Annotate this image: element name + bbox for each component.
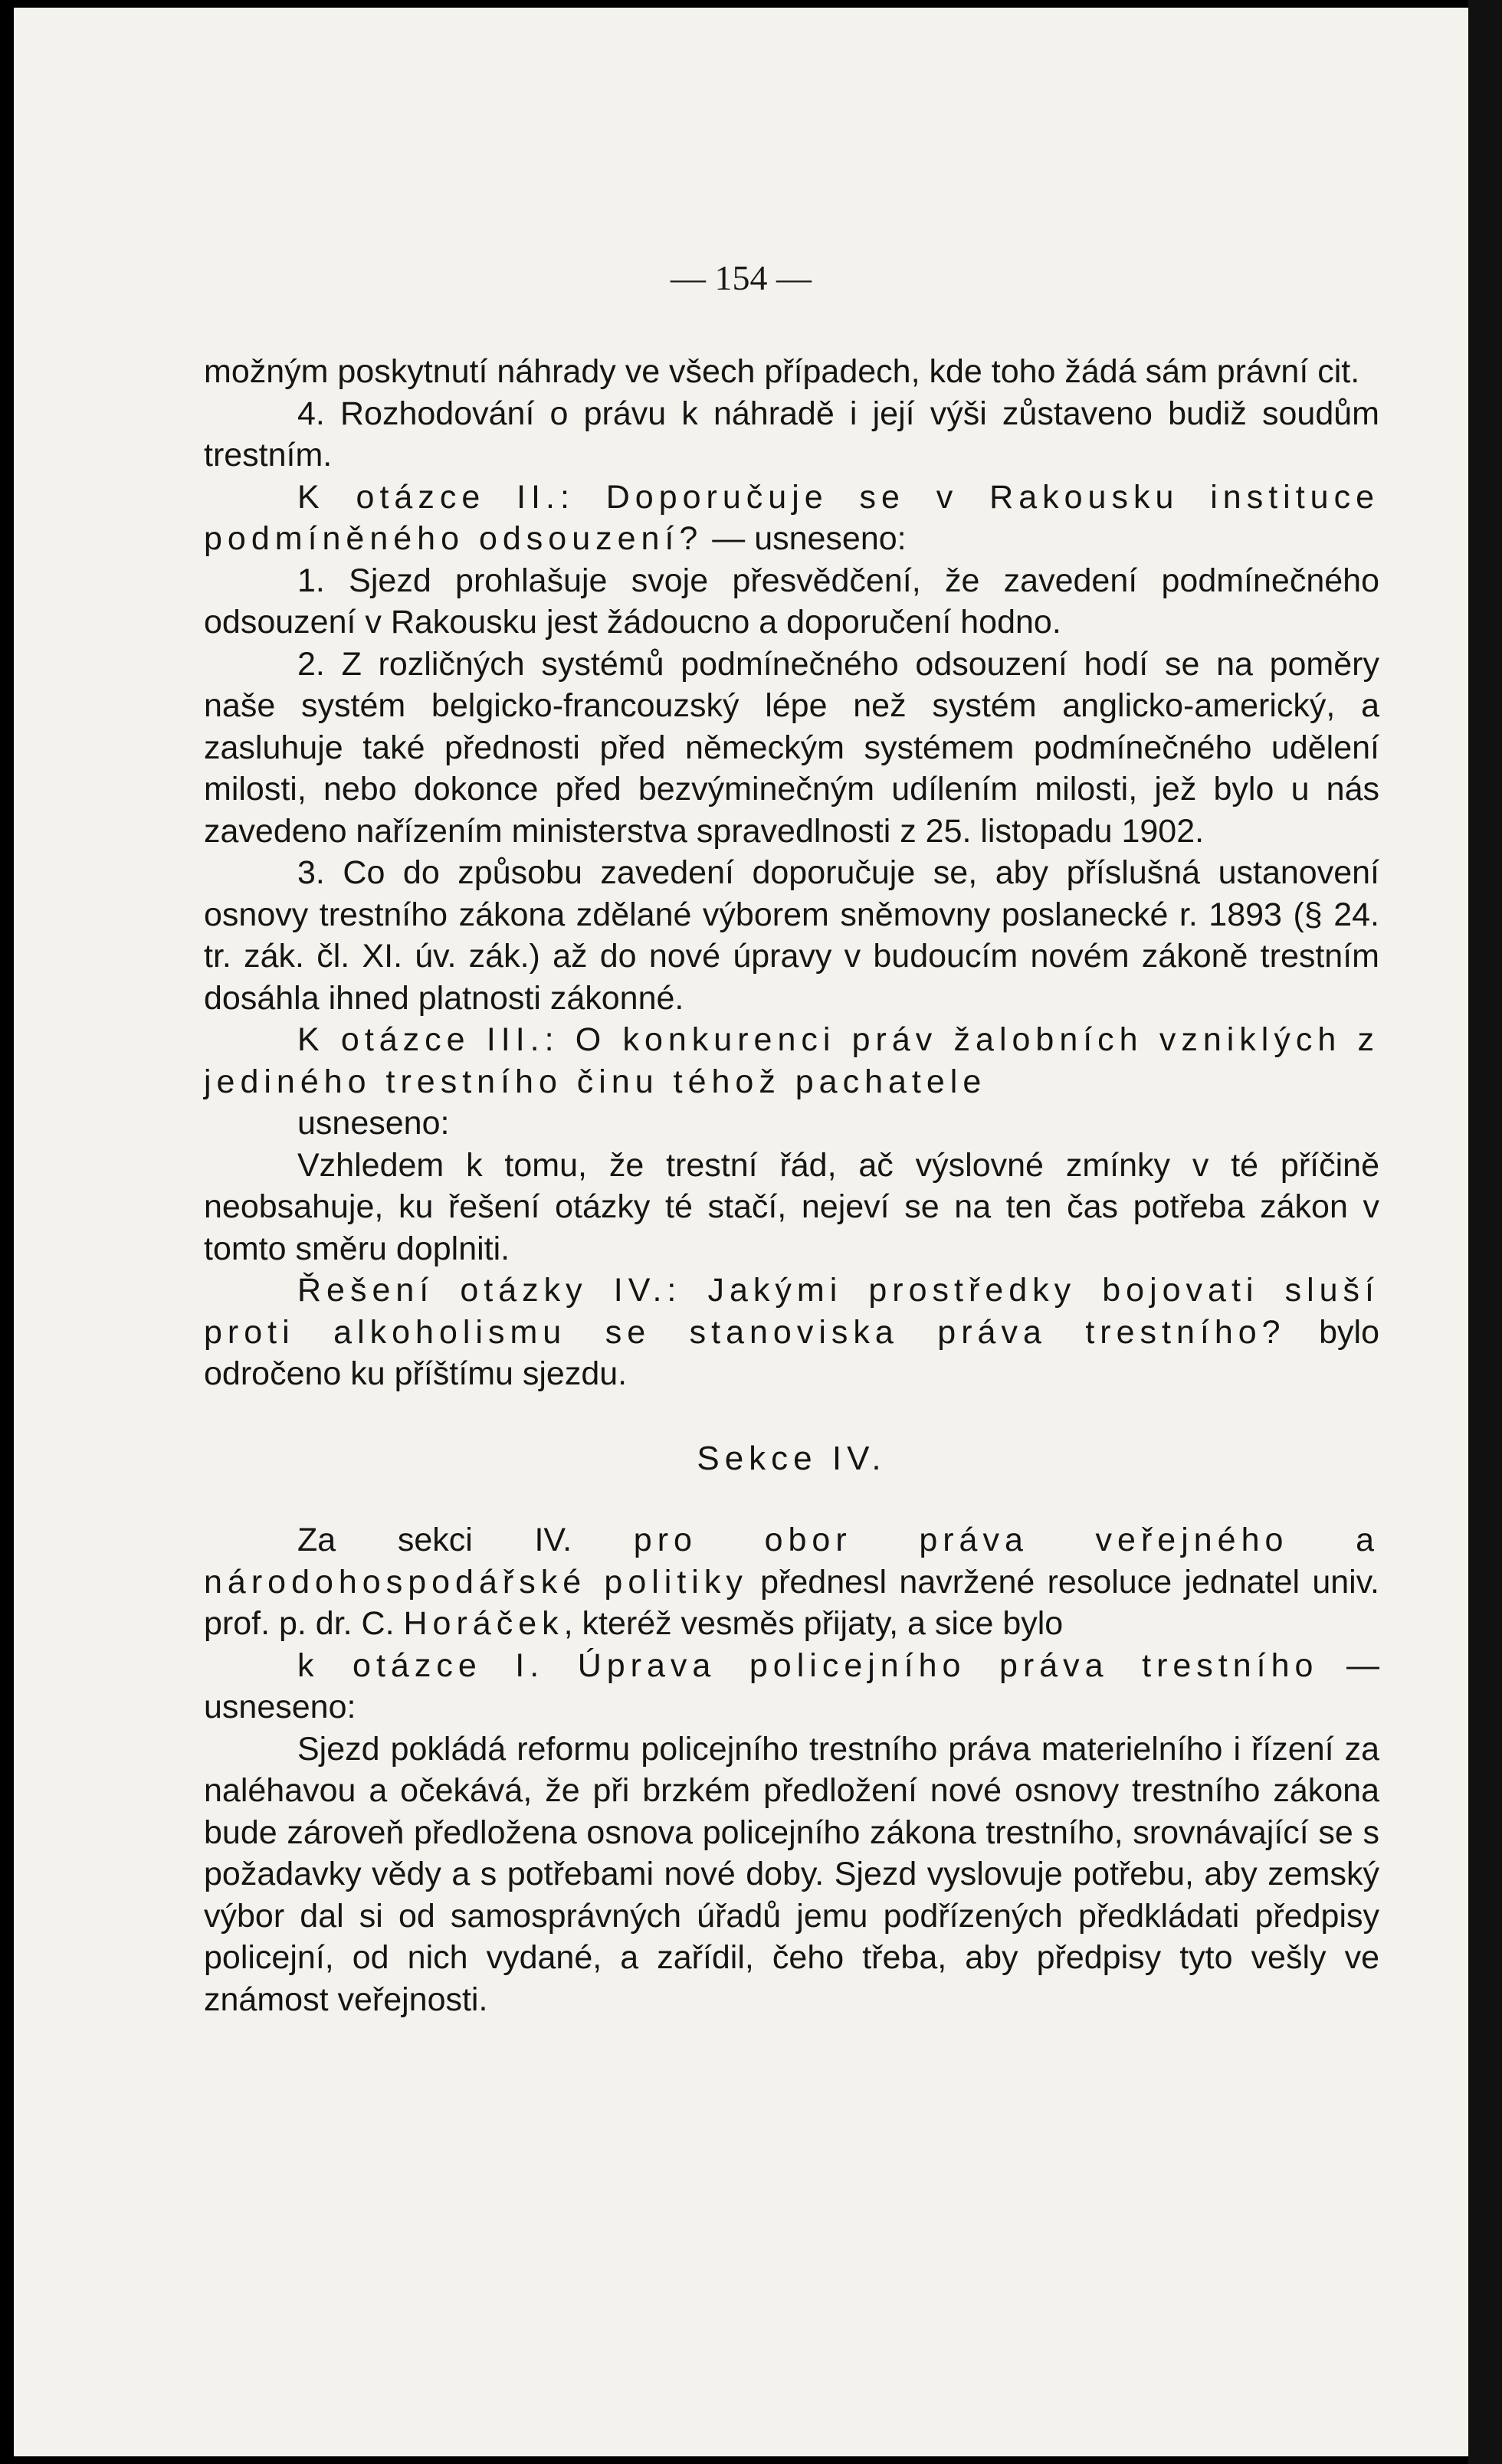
body-text <box>204 351 1379 2020</box>
paragraph-q2-point-2: 2. Z rozličných systémů podmínečného odsouzení hodí se na poměry naše systém belgicko-francouzský lépe než systém anglicko-americký, a zasluhuje také přednosti před německým systémem podmínečného udělení milosti, nebo dokonce před bezvýminečným udílením milosti, jež bylo u nás zavedeno nařízením ministerstva spravedlnosti z 25. listopadu 1902. <box>204 645 1379 850</box>
paragraph-s4-resolution: Sjezd pokládá reformu policejního trestního práva materielního i řízení za naléhavou a očekává, že při brzkém předložení nové osnovy trestního zákona bude zároveň předložena osnova policejního zákona trestního, srovnávající se s požadavky vědy a s potřebami nové doby. Sjezd vyslovuje potřebu, aby zemský výbor dal si od samosprávných úřadů jemu podřízených předkládati předpisy policejní, od nich vydané, a zařídil, čeho třeba, aby předpisy tyto vešly ve známost veřejnosti. <box>204 1730 1379 2018</box>
s4-question-1-heading: k otázce I. Úprava policejního práva trestního <box>297 1646 1319 1684</box>
paragraph-q2-point-3: 3. Co do způsobu zavedení doporučuje se, aby příslušná ustanovení osnovy trestního zákona zdělané výborem sněmovny poslanecké r. 1893 (§ 24. tr. zák. čl. XI. úv. zák.) až do nové úpravy v budoucím novém zákoně trestním dosáhla ihned platnosti zákonné. <box>204 854 1379 1017</box>
paragraph-point-4: 4. Rozhodování o právu k náhradě i její výši zůstaveno budiž soudům trestním. <box>204 395 1379 473</box>
intro-part-c: přednesl navržené resoluce jednatel univ. prof. p. dr. C. <box>204 1563 1379 1642</box>
paragraph-q3-resolution: Vzhledem k tomu, že trestní řád, ač výslovné zmínky v té příčině neobsahuje, ku řešení otázky té stačí, nejeví se na ten čas potřeba zákon v tomto směru doplniti. <box>204 1146 1379 1267</box>
paragraph-question-4 <box>204 1270 1379 1395</box>
paragraph-section-4-intro <box>204 1519 1379 1645</box>
question-2-heading: K otázce II.: Doporučuje se v Rakousku instituce podmíněného odsouzení? <box>204 478 1379 557</box>
book-page <box>14 8 1468 2456</box>
question-2-resolved: — usneseno: <box>703 520 907 557</box>
question-4-heading: Řešení otázky IV.: Jakými prostředky bojovati sluší proti alkoholismu se stanoviska práva trestního? <box>204 1272 1379 1351</box>
intro-spaced-title: pro obor práva veřejného a národohospodářské politiky <box>204 1522 1379 1601</box>
section-title: Sekce IV. <box>697 1439 887 1477</box>
paragraph-continuation: možným poskytnutí náhrady ve všech případech, kde toho žádá sám právní cit. <box>204 353 1360 390</box>
paragraph-q2-point-1: 1. Sjezd prohlašuje svoje přesvědčení, že zavedení podmínečného odsouzení v Rakousku jest žádoucno a doporučení hodno. <box>204 562 1379 641</box>
paragraph-question-3 <box>204 1019 1379 1103</box>
intro-part-e: , kteréž vesměs přijaty, a sice bylo <box>563 1605 1064 1642</box>
question-4-resolution: bylo odročeno ku příštímu sjezdu. <box>204 1313 1379 1392</box>
question-3-resolved: usneseno: <box>297 1105 450 1142</box>
paragraph-section-4-question-1 <box>204 1645 1379 1728</box>
paragraph-question-2 <box>204 477 1379 560</box>
s4-question-1-resolved: — usneseno: <box>204 1646 1379 1725</box>
scan-edge <box>1468 0 1502 2464</box>
question-3-heading: K otázce III.: O konkurenci práv žalobních vzniklých z jediného trestního činu téhož pachatele <box>204 1021 1379 1100</box>
intro-part-a: Za sekci IV. <box>297 1522 634 1558</box>
intro-name: Horáček <box>403 1605 564 1642</box>
page-number: — 154 — <box>671 258 812 297</box>
